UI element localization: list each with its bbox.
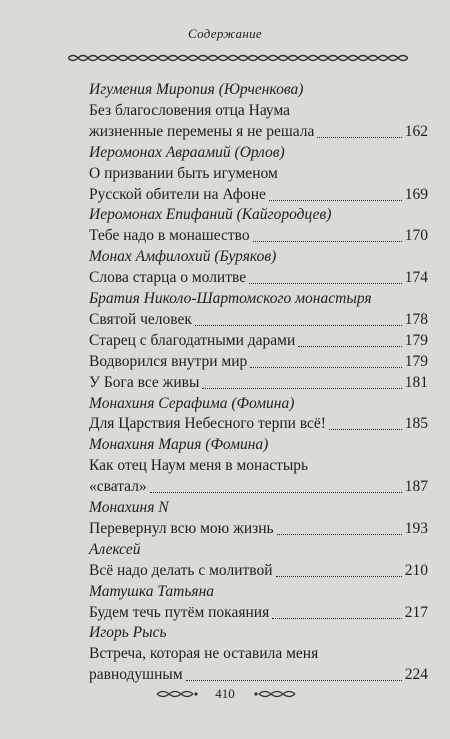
toc-page-number: 179 <box>404 331 428 349</box>
toc-author: Иеромонах Епифаний (Кайгородцев) <box>89 206 332 224</box>
toc-entry-title: Водворился внутри мир <box>89 352 248 370</box>
toc-entry-title: Как отец Наум меня в монастырь <box>89 457 309 475</box>
toc-entry-title: равнодушным <box>89 666 183 684</box>
toc-dot-leader <box>249 283 402 284</box>
toc-author: Игорь Рысь <box>89 624 167 642</box>
toc-entry-title: Перевернул всю мою жизнь <box>89 519 274 537</box>
toc-entry-title: О призвании быть игуменом <box>89 164 278 182</box>
page-number: 410 <box>215 686 235 701</box>
toc-dot-leader <box>253 241 402 242</box>
toc-page-number: 224 <box>404 666 428 684</box>
toc-page-number: 217 <box>404 603 428 621</box>
toc-author: Игумения Миропия (Юрченкова) <box>89 81 304 98</box>
toc-entry-title: Для Царствия Небесного терпи всё! <box>89 415 326 433</box>
toc-dot-leader <box>186 680 402 681</box>
toc-page-number: 169 <box>404 185 428 203</box>
toc-entry-title: Будем течь путём покаяния <box>89 603 270 621</box>
toc-page-number: 162 <box>404 122 428 140</box>
toc-dot-leader <box>276 576 402 577</box>
toc-entry-title: Старец с благодатными дарами <box>89 331 296 349</box>
toc-author: Братия Николо-Шартомского монастыря <box>89 290 372 307</box>
toc-author: Монахиня N <box>89 499 169 516</box>
toc-dot-leader <box>195 325 402 326</box>
footer-ornament-right <box>253 689 297 699</box>
toc-entry-title: У Бога все живы <box>89 373 200 391</box>
toc-page-number: 179 <box>404 352 428 370</box>
toc-page-number: 210 <box>404 561 428 579</box>
toc-page-number: 178 <box>404 310 428 328</box>
toc-dot-leader <box>317 137 401 138</box>
toc-page-number: 174 <box>404 269 428 287</box>
toc-entry-title: Всё надо делать с молитвой <box>89 561 273 579</box>
toc-page-number: 185 <box>404 415 428 433</box>
toc-dot-leader <box>250 367 401 368</box>
toc-entry-title: Святой человек <box>89 310 192 328</box>
toc-entry-title: «сватал» <box>89 478 147 496</box>
toc-author: Монахиня Мария (Фомина) <box>89 436 269 454</box>
toc-entry-title: Слова старца о молитве <box>89 269 247 287</box>
toc-dot-leader <box>329 429 402 430</box>
toc-entry-title: Без благословения отца Наума <box>89 101 291 119</box>
toc-page-number: 181 <box>404 373 428 391</box>
toc-author: Иеромонах Авраамий (Орлов) <box>89 143 285 161</box>
toc-author: Монах Амфилохий (Буряков) <box>89 248 277 266</box>
page-header-title: Содержание <box>188 26 262 41</box>
toc-dot-leader <box>298 346 402 347</box>
toc-dot-leader <box>202 388 401 389</box>
toc-author: Матушка Татьяна <box>89 582 215 600</box>
toc-author: Алексей <box>89 540 141 558</box>
toc-page-number: 193 <box>404 519 428 537</box>
toc-entry-title: жизненные перемены я не решала <box>89 122 315 140</box>
toc-entry-title: Встреча, которая не оставила меня <box>89 645 319 663</box>
toc-dot-leader <box>272 618 402 619</box>
toc-dot-leader <box>150 492 402 493</box>
toc-dot-leader <box>269 200 402 201</box>
toc-page-number: 187 <box>404 478 428 496</box>
toc-entry-title: Тебе надо в монашество <box>89 227 250 245</box>
decorative-rule <box>68 53 408 63</box>
toc-entry-title: Русской обители на Афоне <box>89 185 266 203</box>
toc-page-number: 170 <box>404 227 428 245</box>
toc-author: Монахиня Серафима (Фомина) <box>89 394 295 412</box>
toc-dot-leader <box>277 534 402 535</box>
